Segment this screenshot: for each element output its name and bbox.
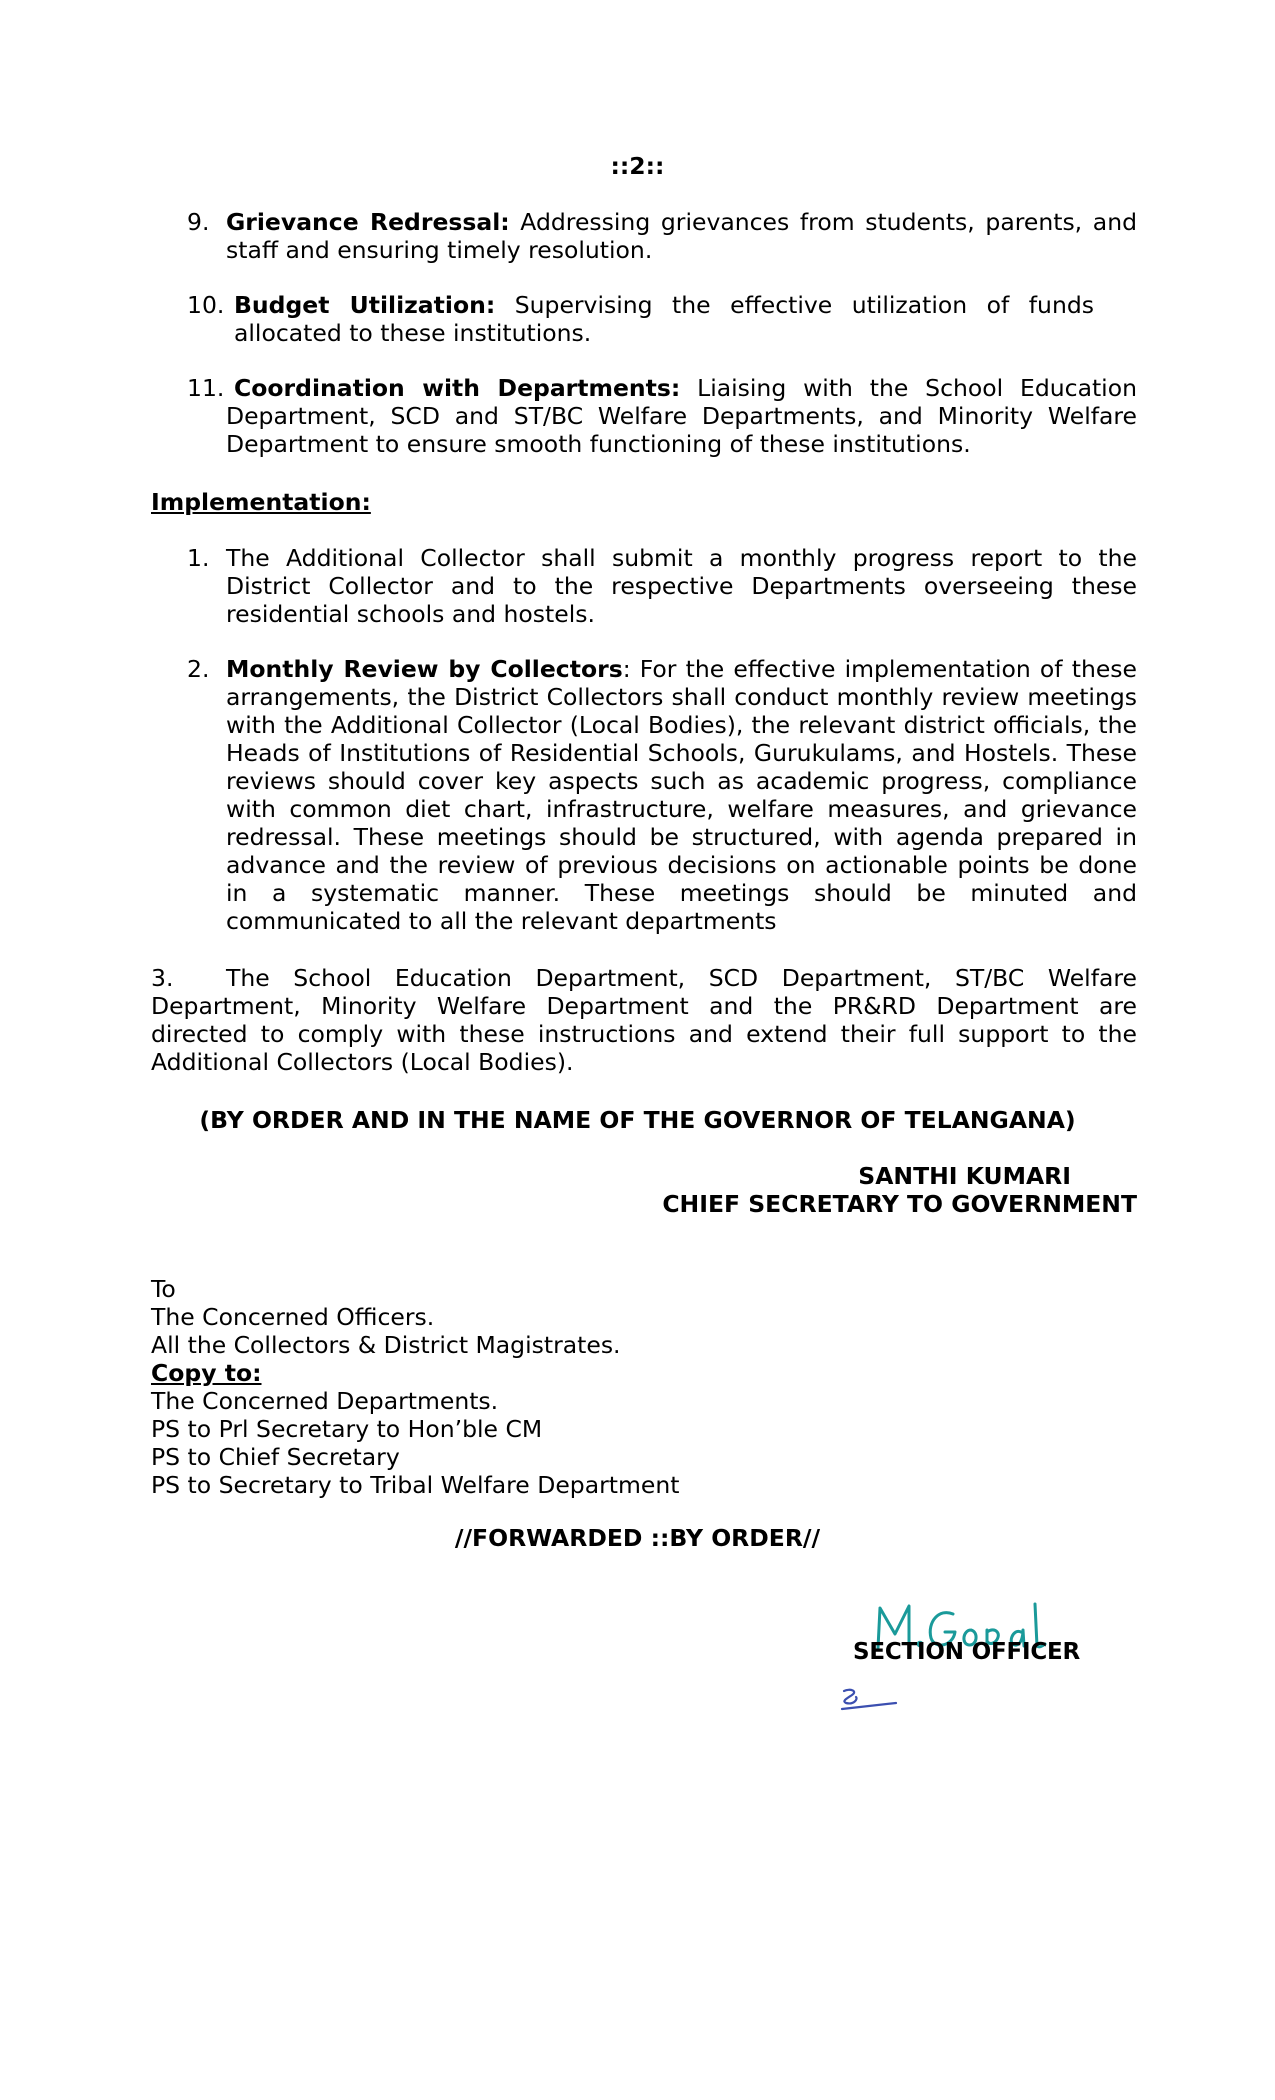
item-body (226, 374, 1137, 458)
signatory-designation: CHIEF SECRETARY TO GOVERNMENT (662, 1190, 1137, 1218)
item-text: Addressing grievances from students, parents, and staff and ensuring timely resolution. (226, 208, 1138, 264)
responsibility-item-10 (187, 291, 1137, 347)
item-number: 9. (187, 208, 210, 236)
item-text: The Additional Collector shall submit a monthly progress report to the District Collector and to the respective Departments overseeing these residential schools and hostels. (226, 544, 1137, 628)
copy-line: PS to Prl Secretary to Hon’ble CM (151, 1415, 543, 1443)
item-number: 10. (187, 291, 225, 319)
item-text: : For the effective implementation of these arrangements, the District Collectors shall conduct monthly review meetings with the Additional Collector (Local Bodies), the relevant district officials, the Heads of Institutions of Residential Schools, Gurukulams, and Hostels. These reviews should cover key aspects such as academic progress, compliance with common diet chart, infrastructure, welfare measures, and grievance redressal. These meetings should be structured, with agenda prepared in advance and the review of previous decisions on actionable points be done in a systematic manner. These meetings should be minuted and communicated to all the relevant departments (226, 655, 1137, 935)
responsibility-item-11 (187, 374, 1137, 458)
item-text: Liaising with the School Education Department, SCD and ST/BC Welfare Departments, and Minority Welfare Department to ensure smooth functioning of these institutions. (226, 374, 1137, 458)
recipient-line: The Concerned Officers. (151, 1303, 435, 1331)
paragraph-3 (151, 964, 1137, 1076)
item-number: 11. (187, 374, 225, 402)
item-number: 1. (187, 544, 210, 572)
copy-line: PS to Chief Secretary (151, 1443, 400, 1471)
copy-line: The Concerned Departments. (151, 1387, 499, 1415)
responsibility-item-9 (187, 208, 1137, 264)
copy-to-label: Copy to: (151, 1359, 262, 1387)
item-label: Grievance Redressal: (226, 208, 510, 236)
implementation-item-2 (187, 655, 1137, 935)
item-body (226, 655, 1137, 935)
paragraph-text: The School Education Department, SCD Department, ST/BC Welfare Department, Minority Welfare Department and the PR&RD Department are directed to comply with these instructions and extend their full support to the Additional Collectors (Local Bodies). (151, 964, 1137, 1076)
section-officer-label: SECTION OFFICER (853, 1639, 1081, 1665)
initials-mark (836, 1685, 906, 1715)
implementation-heading: Implementation: (151, 488, 371, 516)
forwarded-by-order: //FORWARDED ::BY ORDER// (454, 1524, 821, 1552)
item-label: Monthly Review by Collectors (226, 655, 623, 683)
item-label: Budget Utilization: (234, 291, 496, 319)
signatory-name: SANTHI KUMARI (858, 1162, 1071, 1190)
item-body (226, 208, 1137, 264)
item-text: Supervising the effective utilization of funds allocated to these institutions. (234, 291, 1094, 347)
to-label: To (151, 1275, 176, 1303)
copy-line: PS to Secretary to Tribal Welfare Department (151, 1471, 680, 1499)
paragraph-number: 3. (151, 964, 174, 992)
item-number: 2. (187, 655, 210, 683)
item-body (234, 291, 1094, 347)
governor-order-line: (BY ORDER AND IN THE NAME OF THE GOVERNOR OF TELANGANA) (199, 1106, 1076, 1134)
addressee-block (151, 1275, 679, 1499)
recipient-line: All the Collectors & District Magistrates. (151, 1331, 621, 1359)
item-body (226, 544, 1137, 628)
implementation-item-1 (187, 544, 1137, 628)
page-number: ::2:: (610, 152, 665, 180)
signatory-block (662, 1162, 1137, 1218)
item-label: Coordination with Departments: (234, 374, 681, 402)
